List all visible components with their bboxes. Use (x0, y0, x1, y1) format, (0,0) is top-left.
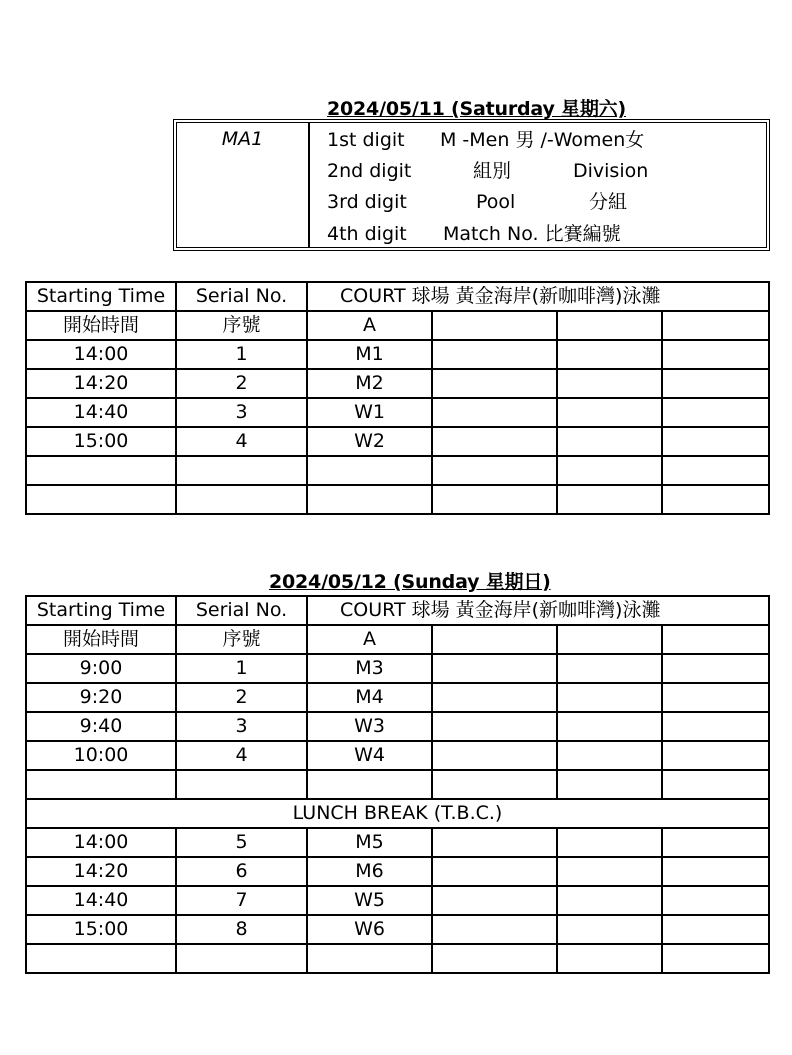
empty-cell (662, 456, 769, 485)
header-court: COURT 球場 黃金海岸(新咖啡灣)泳灘 (307, 596, 769, 625)
empty-cell (662, 625, 769, 654)
header-serial-no-zh: 序號 (176, 311, 307, 340)
time-cell: 9:00 (26, 654, 176, 683)
empty-cell (432, 456, 557, 485)
empty-cell (662, 427, 769, 456)
time-cell: 14:40 (26, 398, 176, 427)
time-cell (26, 944, 176, 973)
schedule-row (26, 886, 769, 915)
legend-row-value: Pool (476, 191, 516, 213)
serial-cell (176, 456, 307, 485)
match-cell: W3 (307, 712, 432, 741)
match-cell: M4 (307, 683, 432, 712)
empty-cell (557, 712, 662, 741)
empty-cell (662, 398, 769, 427)
header-row-zh (26, 311, 769, 340)
legend-row-label: 3rd digit (327, 191, 407, 213)
serial-cell: 3 (176, 712, 307, 741)
empty-cell (432, 741, 557, 770)
empty-cell (557, 741, 662, 770)
header-serial-no: Serial No. (176, 596, 307, 625)
match-cell: M5 (307, 828, 432, 857)
time-cell: 14:20 (26, 857, 176, 886)
empty-cell (557, 886, 662, 915)
empty-cell (432, 915, 557, 944)
empty-cell (662, 886, 769, 915)
schedule-row (26, 485, 769, 514)
time-cell: 14:40 (26, 886, 176, 915)
time-cell (26, 456, 176, 485)
schedule-row (26, 915, 769, 944)
serial-cell: 4 (176, 741, 307, 770)
empty-cell (662, 944, 769, 973)
legend-row-label: 2nd digit (327, 160, 412, 182)
empty-cell (432, 311, 557, 340)
legend-code: MA1 (177, 123, 310, 247)
legend-row-value: Match No. 比賽編號 (443, 223, 621, 245)
empty-cell (557, 828, 662, 857)
schedule-row (26, 654, 769, 683)
serial-cell: 4 (176, 427, 307, 456)
empty-cell (557, 915, 662, 944)
time-cell: 15:00 (26, 427, 176, 456)
schedule-row (26, 398, 769, 427)
empty-cell (432, 770, 557, 799)
empty-cell (557, 369, 662, 398)
serial-cell: 7 (176, 886, 307, 915)
empty-cell (432, 712, 557, 741)
schedule-table-sunday (25, 595, 770, 974)
time-cell: 9:20 (26, 683, 176, 712)
schedule-row (26, 828, 769, 857)
empty-cell (432, 857, 557, 886)
empty-cell (557, 654, 662, 683)
empty-cell (557, 340, 662, 369)
empty-cell (662, 311, 769, 340)
lunch-break-row (26, 799, 769, 828)
schedule-row (26, 712, 769, 741)
schedule-row (26, 456, 769, 485)
empty-cell (662, 828, 769, 857)
time-cell: 9:40 (26, 712, 176, 741)
empty-cell (662, 369, 769, 398)
empty-cell (557, 398, 662, 427)
empty-cell (662, 915, 769, 944)
legend-row-label: 4th digit (327, 223, 407, 245)
match-cell: W4 (307, 741, 432, 770)
time-cell: 14:00 (26, 828, 176, 857)
time-cell: 10:00 (26, 741, 176, 770)
empty-cell (432, 654, 557, 683)
time-cell (26, 770, 176, 799)
empty-cell (557, 485, 662, 514)
legend-row-value: 組別 (473, 160, 512, 182)
schedule-row (26, 369, 769, 398)
schedule-row (26, 340, 769, 369)
legend-row-value-2: 分組 (589, 191, 628, 213)
header-serial-no: Serial No. (176, 282, 307, 311)
header-court-a: A (307, 311, 432, 340)
empty-cell (432, 944, 557, 973)
serial-cell (176, 944, 307, 973)
serial-cell (176, 485, 307, 514)
match-cell (307, 944, 432, 973)
schedule-row (26, 427, 769, 456)
match-cell: M3 (307, 654, 432, 683)
time-cell: 15:00 (26, 915, 176, 944)
serial-cell: 2 (176, 369, 307, 398)
time-cell (26, 485, 176, 514)
empty-cell (432, 398, 557, 427)
match-cell: M1 (307, 340, 432, 369)
header-court-a: A (307, 625, 432, 654)
header-starting-time: Starting Time (26, 596, 176, 625)
legend-row-value: M -Men 男 /-Women女 (440, 129, 645, 151)
empty-cell (557, 857, 662, 886)
empty-cell (432, 625, 557, 654)
header-starting-time-zh: 開始時間 (26, 625, 176, 654)
empty-cell (432, 369, 557, 398)
match-cell (307, 770, 432, 799)
schedule-body (26, 282, 769, 514)
match-cell: W1 (307, 398, 432, 427)
serial-cell: 2 (176, 683, 307, 712)
header-starting-time: Starting Time (26, 282, 176, 311)
header-starting-time-zh: 開始時間 (26, 311, 176, 340)
empty-cell (557, 625, 662, 654)
empty-cell (432, 886, 557, 915)
header-court: COURT 球場 黃金海岸(新咖啡灣)泳灘 (307, 282, 769, 311)
schedule-row (26, 741, 769, 770)
empty-cell (662, 770, 769, 799)
legend-row-label: 1st digit (327, 129, 405, 151)
empty-cell (662, 857, 769, 886)
empty-cell (557, 311, 662, 340)
empty-cell (662, 340, 769, 369)
legend-row-value-2: Division (573, 160, 649, 182)
header-serial-no-zh: 序號 (176, 625, 307, 654)
empty-cell (432, 683, 557, 712)
empty-cell (557, 770, 662, 799)
empty-cell (662, 741, 769, 770)
match-code-legend (173, 119, 770, 251)
match-cell: M6 (307, 857, 432, 886)
header-row (26, 596, 769, 625)
empty-cell (557, 944, 662, 973)
empty-cell (662, 654, 769, 683)
schedule-row (26, 770, 769, 799)
header-row (26, 282, 769, 311)
schedule-row (26, 683, 769, 712)
match-cell (307, 485, 432, 514)
empty-cell (432, 828, 557, 857)
serial-cell: 8 (176, 915, 307, 944)
schedule-body (26, 596, 769, 973)
empty-cell (557, 456, 662, 485)
serial-cell: 5 (176, 828, 307, 857)
match-cell: W5 (307, 886, 432, 915)
lunch-break-label: LUNCH BREAK (T.B.C.) (26, 799, 769, 828)
empty-cell (662, 712, 769, 741)
match-cell: W2 (307, 427, 432, 456)
empty-cell (662, 485, 769, 514)
empty-cell (432, 427, 557, 456)
empty-cell (557, 683, 662, 712)
match-cell: M2 (307, 369, 432, 398)
schedule-row (26, 857, 769, 886)
schedule-row (26, 944, 769, 973)
serial-cell (176, 770, 307, 799)
empty-cell (557, 427, 662, 456)
time-cell: 14:20 (26, 369, 176, 398)
header-row-zh (26, 625, 769, 654)
match-cell (307, 456, 432, 485)
empty-cell (662, 683, 769, 712)
empty-cell (432, 340, 557, 369)
schedule-table-saturday (25, 281, 770, 515)
date-heading-saturday: 2024/05/11 (Saturday 星期六) (327, 98, 626, 120)
time-cell: 14:00 (26, 340, 176, 369)
empty-cell (432, 485, 557, 514)
date-heading-sunday: 2024/05/12 (Sunday 星期日) (269, 571, 551, 593)
serial-cell: 3 (176, 398, 307, 427)
serial-cell: 1 (176, 340, 307, 369)
serial-cell: 6 (176, 857, 307, 886)
match-cell: W6 (307, 915, 432, 944)
serial-cell: 1 (176, 654, 307, 683)
